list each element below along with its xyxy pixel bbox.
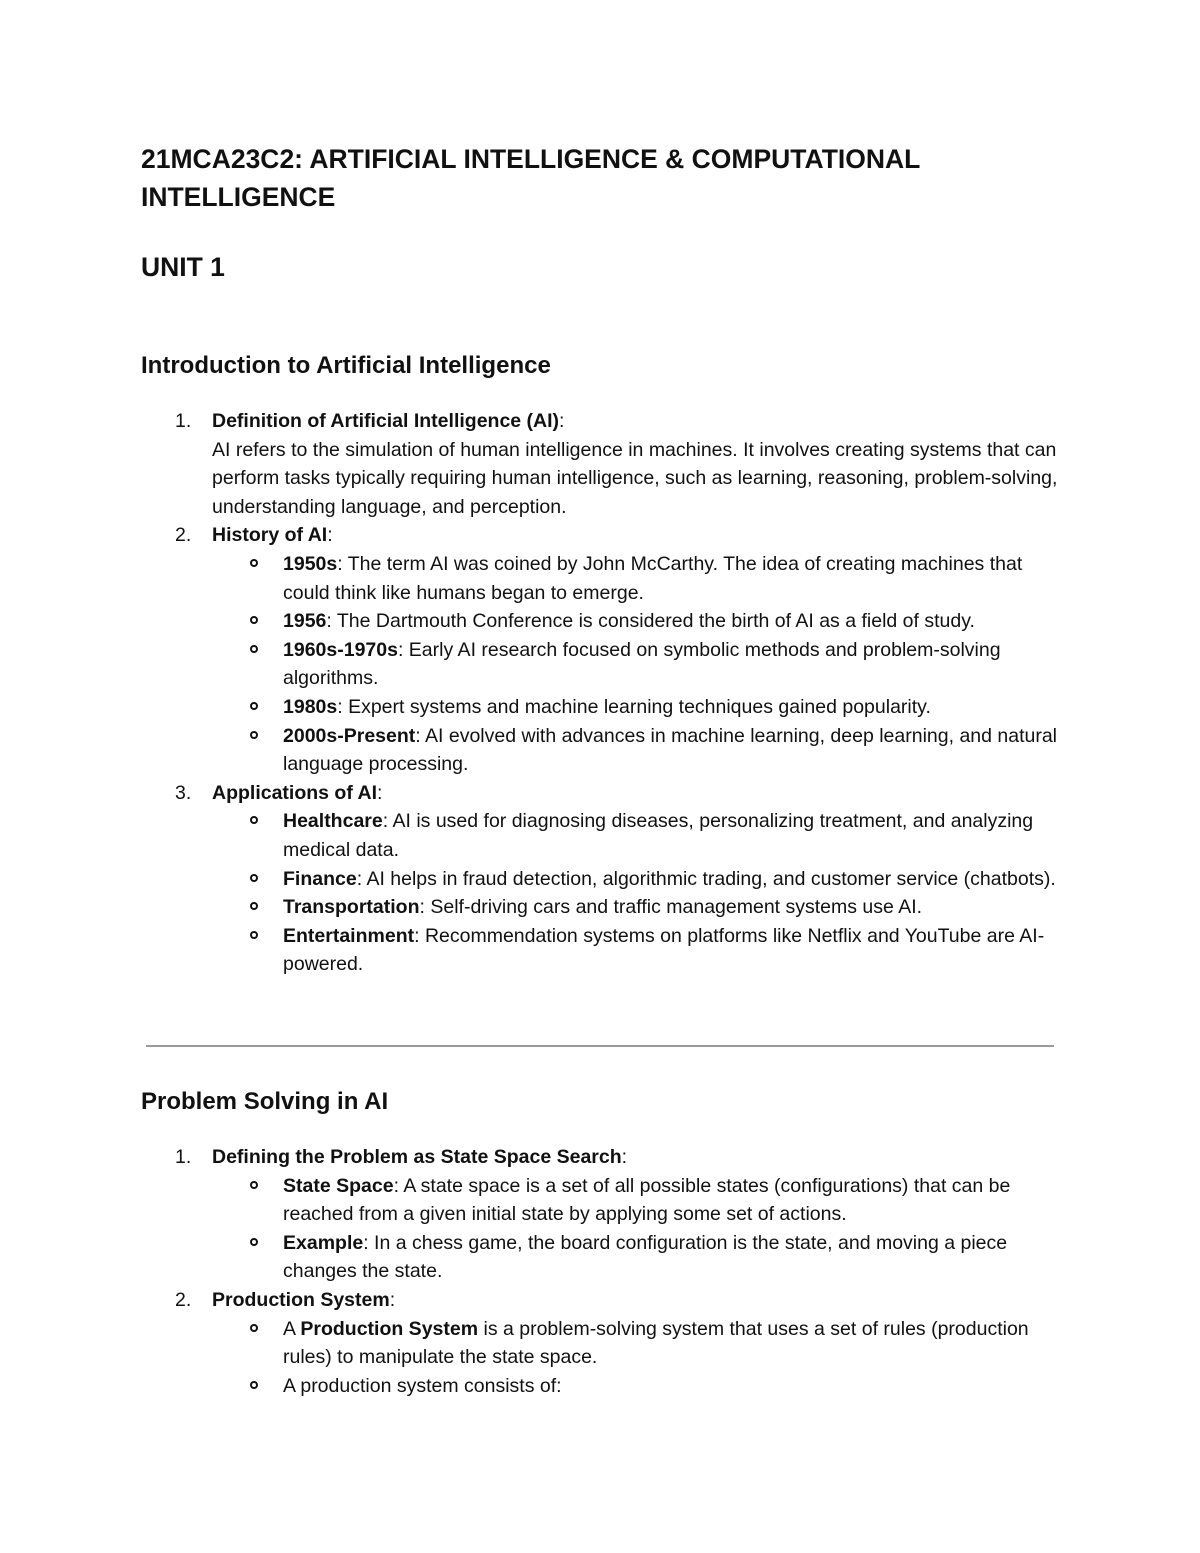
hollow-circle-bullet-icon xyxy=(250,1324,258,1332)
bullet-item xyxy=(212,607,1071,636)
bullet-text: A production system consists of: xyxy=(283,1374,562,1397)
bullet-text: : The Dartmouth Conference is considered the birth of AI as a field of study. xyxy=(326,610,975,633)
item-term: Definition of Artificial Intelligence (AI) xyxy=(212,410,560,432)
bullet-list xyxy=(212,550,1071,779)
bullet-term: Production System xyxy=(300,1317,479,1340)
list-item xyxy=(141,1286,1071,1400)
list-number: 1. xyxy=(175,410,192,432)
section-heading: Introduction to Artificial Intelligence xyxy=(141,352,551,379)
bullet-list xyxy=(212,1315,1071,1401)
bullet-term: Example xyxy=(283,1231,364,1254)
hollow-circle-bullet-icon xyxy=(250,874,258,882)
bullet-list xyxy=(212,1172,1071,1286)
bullet-item xyxy=(212,893,1071,922)
item-suffix: : xyxy=(621,1146,628,1168)
bullet-text: is a problem-solving system that uses a set of rules (production rules) to manipulate the state space. xyxy=(283,1317,1029,1369)
bullet-text: : AI evolved with advances in machine learning, deep learning, and natural language processing. xyxy=(283,724,1058,776)
list-number: 1. xyxy=(175,1146,192,1168)
item-paragraph: AI refers to the simulation of human intelligence in machines. It involves creating systems that can perform tasks typically requiring human intelligence, such as learning, reasoning, problem-solving, understanding language, and perception. xyxy=(212,438,1058,518)
hollow-circle-bullet-icon xyxy=(250,1238,258,1246)
bullet-text: : Self-driving cars and traffic management systems use AI. xyxy=(419,896,923,919)
bullet-term: 1956 xyxy=(283,610,327,633)
list-item xyxy=(141,779,1071,979)
bullet-term: Entertainment xyxy=(283,924,415,947)
item-term: History of AI xyxy=(212,524,328,547)
hollow-circle-bullet-icon xyxy=(250,816,258,824)
bullet-item xyxy=(212,1372,1071,1401)
hollow-circle-bullet-icon xyxy=(250,559,258,567)
item-suffix: : xyxy=(327,524,333,547)
bullet-text: : In a chess game, the board configuration is the state, and moving a piece changes the state. xyxy=(283,1231,1008,1283)
list-number: 2. xyxy=(175,1288,192,1311)
list-number: 2. xyxy=(175,524,192,547)
hollow-circle-bullet-icon xyxy=(250,902,258,910)
numbered-list xyxy=(141,1143,1071,1400)
bullet-item xyxy=(212,636,1071,693)
bullet-text: : Expert systems and machine learning techniques gained popularity. xyxy=(337,695,931,718)
bullet-term: 1950s xyxy=(283,552,338,575)
bullet-term: 2000s-Present xyxy=(283,724,416,747)
numbered-list xyxy=(141,407,1071,979)
bullet-term: 1960s-1970s xyxy=(283,638,398,661)
bullet-item xyxy=(212,693,1071,722)
item-suffix: : xyxy=(377,781,383,804)
bullet-item xyxy=(212,922,1071,979)
bullet-term: Transportation xyxy=(283,896,420,919)
bullet-item xyxy=(212,1172,1071,1229)
bullet-term: Finance xyxy=(283,867,357,890)
list-item xyxy=(141,1143,1071,1286)
bullet-prefix: A xyxy=(283,1317,301,1340)
section-heading: Problem Solving in AI xyxy=(141,1088,389,1115)
hollow-circle-bullet-icon xyxy=(250,645,258,653)
hollow-circle-bullet-icon xyxy=(250,931,258,939)
bullet-list xyxy=(212,807,1071,979)
bullet-text: : Early AI research focused on symbolic methods and problem-solving algorithms. xyxy=(283,638,1001,690)
hollow-circle-bullet-icon xyxy=(250,616,258,624)
horizontal-divider xyxy=(146,1045,1054,1047)
item-term: Production System xyxy=(212,1288,390,1311)
bullet-item xyxy=(212,1315,1071,1372)
document-title: 21MCA23C2: ARTIFICIAL INTELLIGENCE & COMPUTATIONAL INTELLIGENCE xyxy=(141,144,920,212)
bullet-text: : AI is used for diagnosing diseases, personalizing treatment, and analyzing medical data. xyxy=(283,810,1034,861)
bullet-term: State Space xyxy=(283,1174,394,1197)
bullet-text: : A state space is a set of all possible states (configurations) that can be reached from a given initial state by applying some set of actions. xyxy=(283,1174,1011,1226)
item-term: Defining the Problem as State Space Search xyxy=(212,1146,622,1168)
bullet-text: : Recommendation systems on platforms like Netflix and YouTube are AI-powered. xyxy=(283,924,1045,976)
list-item xyxy=(141,521,1071,778)
bullet-text: : The term AI was coined by John McCarthy. The idea of creating machines that could think like humans began to emerge. xyxy=(283,552,1023,604)
item-term: Applications of AI xyxy=(212,781,378,804)
item-suffix: : xyxy=(389,1288,396,1311)
hollow-circle-bullet-icon xyxy=(250,702,258,710)
item-suffix: : xyxy=(559,410,565,432)
hollow-circle-bullet-icon xyxy=(250,731,258,739)
bullet-text: : AI helps in fraud detection, algorithmic trading, and customer service (chatbots). xyxy=(356,867,1056,890)
bullet-item xyxy=(212,722,1071,779)
bullet-item xyxy=(212,865,1071,894)
bullet-term: Healthcare xyxy=(283,810,383,833)
bullet-item xyxy=(212,807,1071,864)
unit-title: UNIT 1 xyxy=(141,252,225,282)
hollow-circle-bullet-icon xyxy=(250,1381,258,1389)
bullet-item xyxy=(212,550,1071,607)
bullet-item xyxy=(212,1229,1071,1286)
hollow-circle-bullet-icon xyxy=(250,1181,258,1189)
list-number: 3. xyxy=(175,781,192,804)
bullet-term: 1980s xyxy=(283,695,338,718)
list-item xyxy=(141,407,1071,521)
